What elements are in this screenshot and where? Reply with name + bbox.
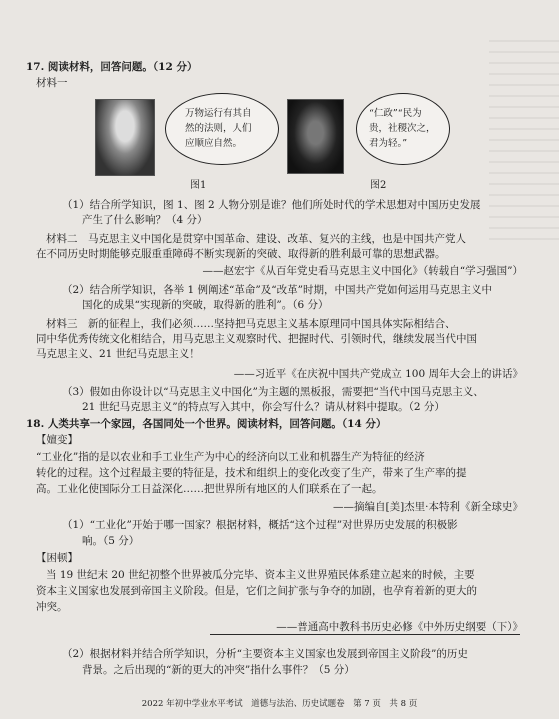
difficulty-text-line: 冲突。	[36, 601, 68, 613]
q17-sub1-line: （1）结合所学知识，图 1、图 2 人物分别是谁？他们所处时代的学术思想对中国历史发展	[62, 199, 481, 211]
difficulty-text-line: 当 19 世纪末 20 世纪初整个世界被瓜分完毕、资本主义世界殖民体系建立起来的时候，主要	[46, 569, 475, 581]
q17-sub1-line: 产生了什么影响？（4 分）	[82, 214, 208, 226]
q18-sub1-line: （1）“工业化”开始于哪一国家？根据材料，概括“这个过程”对世界历史发展的积极影	[62, 519, 458, 531]
material-3-line: 材料三 新的征程上，我们必须……坚持把马克思主义基本原理同中国具体实际相结合、	[46, 318, 456, 330]
bubble-1-line: 万物运行有其自	[185, 108, 252, 119]
evolution-text-line: 转化的过程。这个过程最主要的特征是，技术和组织上的变化改变了生产，带来了生产率的提	[36, 467, 467, 479]
difficulty-source: ——普通高中教科书历史必修《中外历史纲要（下）》	[276, 621, 523, 633]
speech-bubble-2	[356, 93, 450, 165]
figure-1-caption: 图1	[190, 180, 207, 191]
material-1-label: 材料一	[36, 77, 68, 89]
q17-sub3-line: （3）假如由你设计以“马克思主义中国化”为主题的黑板报，需要把“当代中国马克思主义、	[62, 386, 484, 398]
material-3-line: 马克思主义、21 世纪马克思主义！	[36, 348, 200, 360]
bubble-1-line: 然的法则，人们	[185, 123, 252, 134]
bubble-2-line: “仁政”“民为	[369, 108, 422, 119]
q18-sub2-line: （2）根据材料并结合所学知识，分析“主要资本主义国家也发展到帝国主义阶段”的历史	[62, 648, 468, 660]
source-underline	[210, 634, 520, 635]
speech-bubble-1	[165, 93, 279, 165]
material-2-line: 材料二 马克思主义中国化是贯穿中国革命、建设、改革、复兴的主线，也是中国共产党人	[46, 233, 466, 245]
figure-1-portrait	[95, 99, 155, 176]
section-difficulty-title: 【困顿】	[36, 552, 78, 564]
evolution-text-line: 高。工业化使国际分工日益深化……把世界所有地区的人们联系在了一起。	[36, 483, 383, 495]
bubble-2-line: 贵，社稷次之，	[369, 123, 436, 134]
q17-sub3-line: 21 世纪马克思主义”的特点写入其中，你会写什么？请从材料中提取。（2 分）	[82, 401, 445, 413]
page-footer: 2022 年初中学业水平考试 道德与法治、历史试题卷 第 7 页 共 8 页	[141, 699, 418, 709]
q18-sub1-line: 响。（5 分）	[82, 535, 140, 547]
evolution-text-line: “工业化”指的是以农业和手工业生产为中心的经济向以工业和机器生产为特征的经济	[36, 451, 425, 463]
difficulty-text-line: 资本主义国家也发展到帝国主义阶段。但是，它们之间扩张与争夺的加剧，也孕育着新的更大的	[36, 585, 477, 597]
material-3-source: ——习近平《在庆祝中国共产党成立 100 周年大会上的讲话》	[233, 368, 523, 380]
figure-2-caption: 图2	[370, 180, 387, 191]
question-17-header: 17. 阅读材料，回答问题。（12 分）	[26, 61, 198, 73]
bubble-1-line: 应顺应自然。	[185, 138, 243, 149]
material-2-source: ——赵宏宇《从百年党史看马克思主义中国化》（转载自“学习强国”）	[202, 265, 523, 277]
material-3-line: 同中华优秀传统文化相结合，用马克思主义观察时代、把握时代、引领时代，继续发展当代中国	[36, 333, 477, 345]
bubble-2-line: 君为轻。”	[369, 138, 408, 149]
q18-sub2-line: 背景。之后出现的“新的更大的冲突”指什么事件？（5 分）	[82, 664, 355, 676]
q17-sub2-line: 国化的成果“实现新的突破，取得新的胜利”。（6 分）	[82, 299, 329, 311]
material-2-line: 在不同历史时期能够克服重重障碍不断实现新的突破、取得新的胜利最可靠的思想武器。	[36, 248, 446, 260]
evolution-source: ——摘编自[美]杰里·本特利《新全球史》	[332, 501, 523, 513]
q17-sub2-line: （2）结合所学知识，各举 1 例阐述“革命”及“改革”时期，中国共产党如何运用马克思主义中	[62, 284, 493, 296]
figure-2-portrait	[287, 99, 344, 174]
section-evolution-title: 【嬗变】	[36, 434, 78, 446]
question-18-header: 18. 人类共享一个家园，各国同处一个世界。阅读材料，回答问题。（14 分）	[26, 418, 387, 430]
